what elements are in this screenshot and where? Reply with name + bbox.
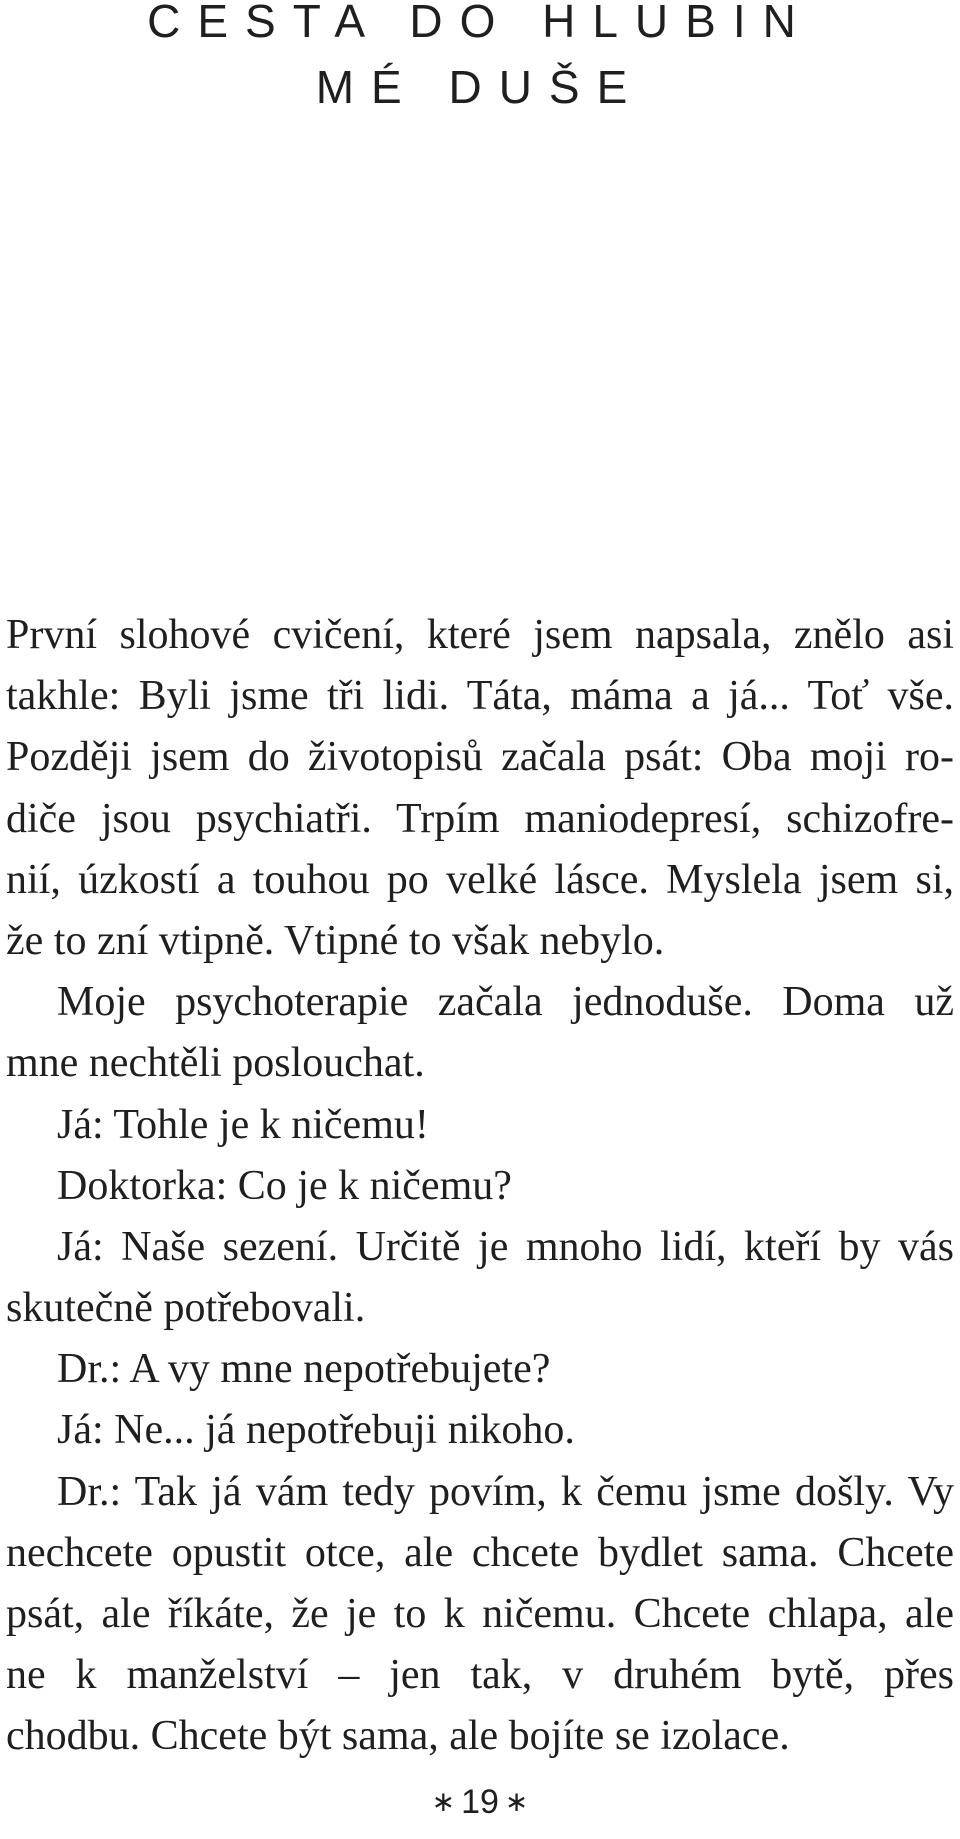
text-line: takhle: Byli jsme tři lidi. Táta, máma a já... Toť vše. [6, 673, 954, 720]
dialogue-line: Dr.: Tak já vám tedy povím, k čemu jsme došly. Vy [57, 1468, 954, 1515]
text-line: Později jsem do životopisů začala psát: Oba moji ro- [6, 734, 954, 781]
asterisk-ornament-icon: ∗ [431, 1786, 456, 1817]
text-line: Moje psychoterapie začala jednoduše. Doma už [57, 979, 954, 1026]
text-line: nechcete opustit otce, ale chcete bydlet sama. Chcete [6, 1529, 954, 1576]
text-line: ne k manželství – jen tak, v druhém bytě, přes [6, 1652, 954, 1699]
text-line: nií, úzkostí a touhou po velké lásce. Myslela jsem si, [6, 856, 954, 903]
page-number-value: 19 [461, 1783, 499, 1821]
dialogue-line: Já: Ne... já nepotřebuji nikoho. [57, 1407, 575, 1454]
dialogue-line: Já: Naše sezení. Určitě je mnoho lidí, kteří by vás [57, 1223, 954, 1270]
text-line: První slohové cvičení, které jsem napsala, znělo asi [6, 612, 954, 658]
text-line: chodbu. Chcete být sama, ale bojíte se izolace. [6, 1713, 790, 1760]
page-number [0, 1782, 960, 1822]
asterisk-ornament-icon: ∗ [504, 1786, 529, 1817]
text-line: mne nechtěli poslouchat. [6, 1040, 425, 1087]
text-line: skutečně potřebovali. [6, 1285, 366, 1332]
text-line: diče jsou psychiatři. Trpím maniodepresí, schizofre- [6, 795, 954, 842]
chapter-title-line-1: CESTA DO HLUBIN [147, 0, 813, 47]
body-text [6, 605, 954, 1768]
dialogue-line: Dr.: A vy mne nepotřebujete? [57, 1346, 551, 1393]
dialogue-line: Doktorka: Co je k ničemu? [57, 1162, 512, 1209]
dialogue-line: Já: Tohle je k ničemu! [57, 1101, 429, 1148]
text-line: psát, ale říkáte, že je to k ničemu. Chcete chlapa, ale [6, 1591, 954, 1637]
text-line: že to zní vtipně. Vtipné to však nebylo. [6, 917, 665, 964]
chapter-title-line-2: MÉ DUŠE [315, 61, 645, 113]
